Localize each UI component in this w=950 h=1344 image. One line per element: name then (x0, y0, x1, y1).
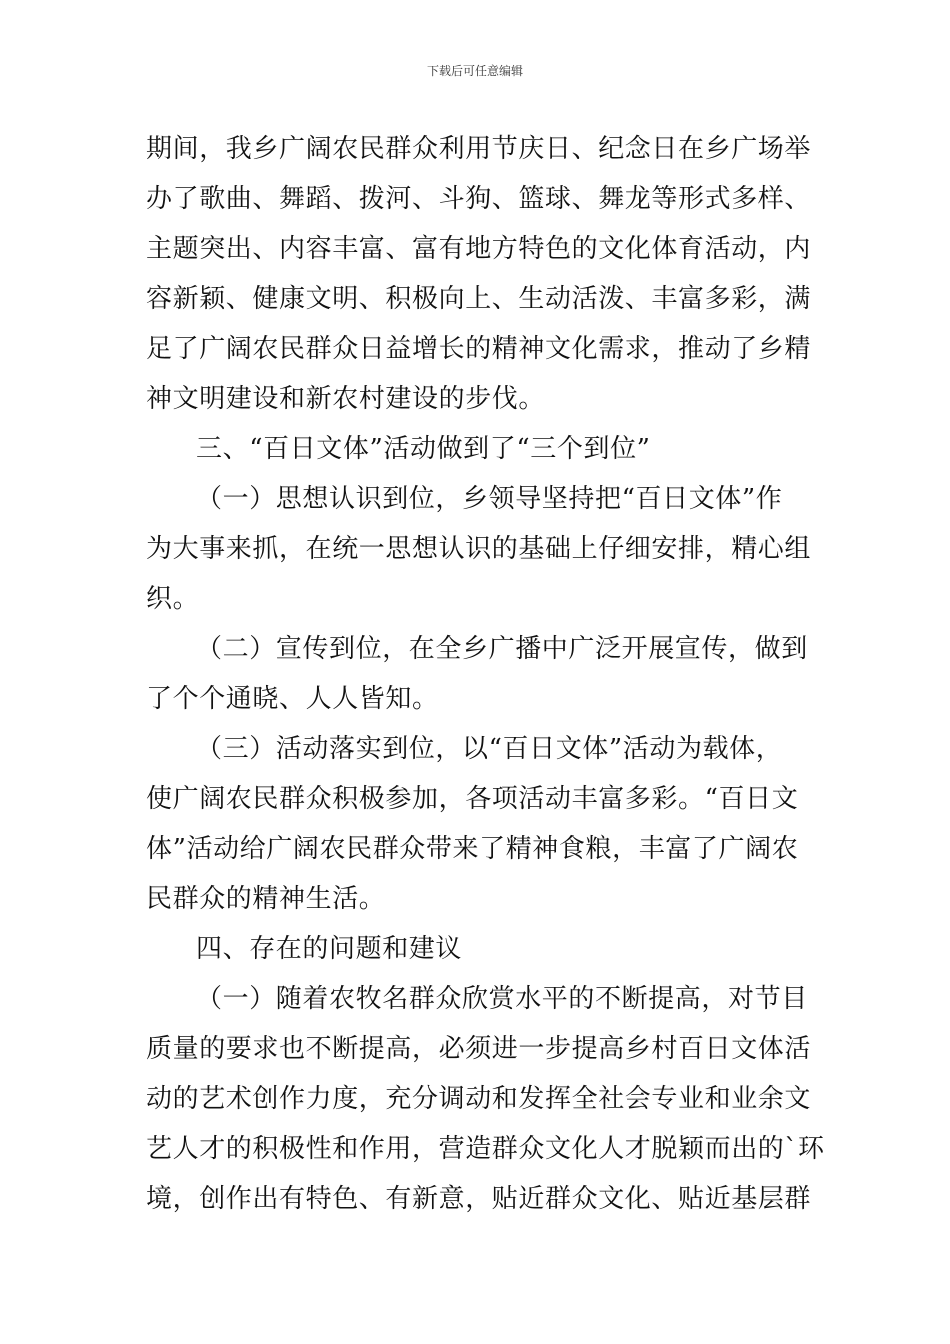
text-line: （二）宣传到位，在全乡广播中广泛开展宣传，做到 (196, 634, 808, 664)
text-line: 动的艺术创作力度，充分调动和发挥全社会专业和业余文 (146, 1084, 812, 1114)
text-line: 主题突出、内容丰富、富有地方特色的文化体育活动，内 (146, 234, 812, 264)
page-header: 下载后可任意编辑 (426, 64, 523, 78)
text-line: 为大事来抓，在统一思想认识的基础上仔细安排，精心组 (146, 534, 812, 564)
text-line: 境，创作出有特色、有新意，贴近群众文化、贴近基层群 (146, 1184, 812, 1214)
section-heading: 四、存在的问题和建议 (196, 934, 463, 964)
text-line: 体”活动给广阔农民群众带来了精神食粮，丰富了广阔农 (146, 834, 799, 864)
text-line: （三）活动落实到位，以“百日文体”活动为载体， (196, 734, 783, 764)
text-line: 足了广阔农民群众日益增长的精神文化需求，推动了乡精 (146, 334, 812, 364)
text-line: 艺人才的积极性和作用，营造群众文化人才脱颖而出的`环 (146, 1134, 825, 1164)
text-line: 了个个通晓、人人皆知。 (146, 684, 439, 714)
text-line: 办了歌曲、舞蹈、拨河、斗狗、篮球、舞龙等形式多样、 (146, 184, 812, 214)
text-line: 质量的要求也不断提高，必须进一步提高乡村百日文体活 (146, 1034, 812, 1064)
text-line: （一）随着农牧名群众欣赏水平的不断提高，对节目 (196, 984, 808, 1014)
text-line: 期间，我乡广阔农民群众利用节庆日、纪念日在乡广场举 (146, 134, 812, 164)
text-line: （一）思想认识到位，乡领导坚持把“百日文体”作 (196, 484, 783, 514)
text-line: 使广阔农民群众积极参加，各项活动丰富多彩。“百日文 (146, 784, 799, 814)
text-line: 织。 (146, 584, 200, 614)
text-line: 民群众的精神生活。 (146, 884, 386, 914)
section-heading: 三、“百日文体”活动做到了“三个到位” (196, 434, 651, 464)
text-line: 容新颖、健康文明、积极向上、生动活泼、丰富多彩，满 (146, 284, 812, 314)
text-line: 神文明建设和新农村建设的步伐。 (146, 384, 546, 414)
